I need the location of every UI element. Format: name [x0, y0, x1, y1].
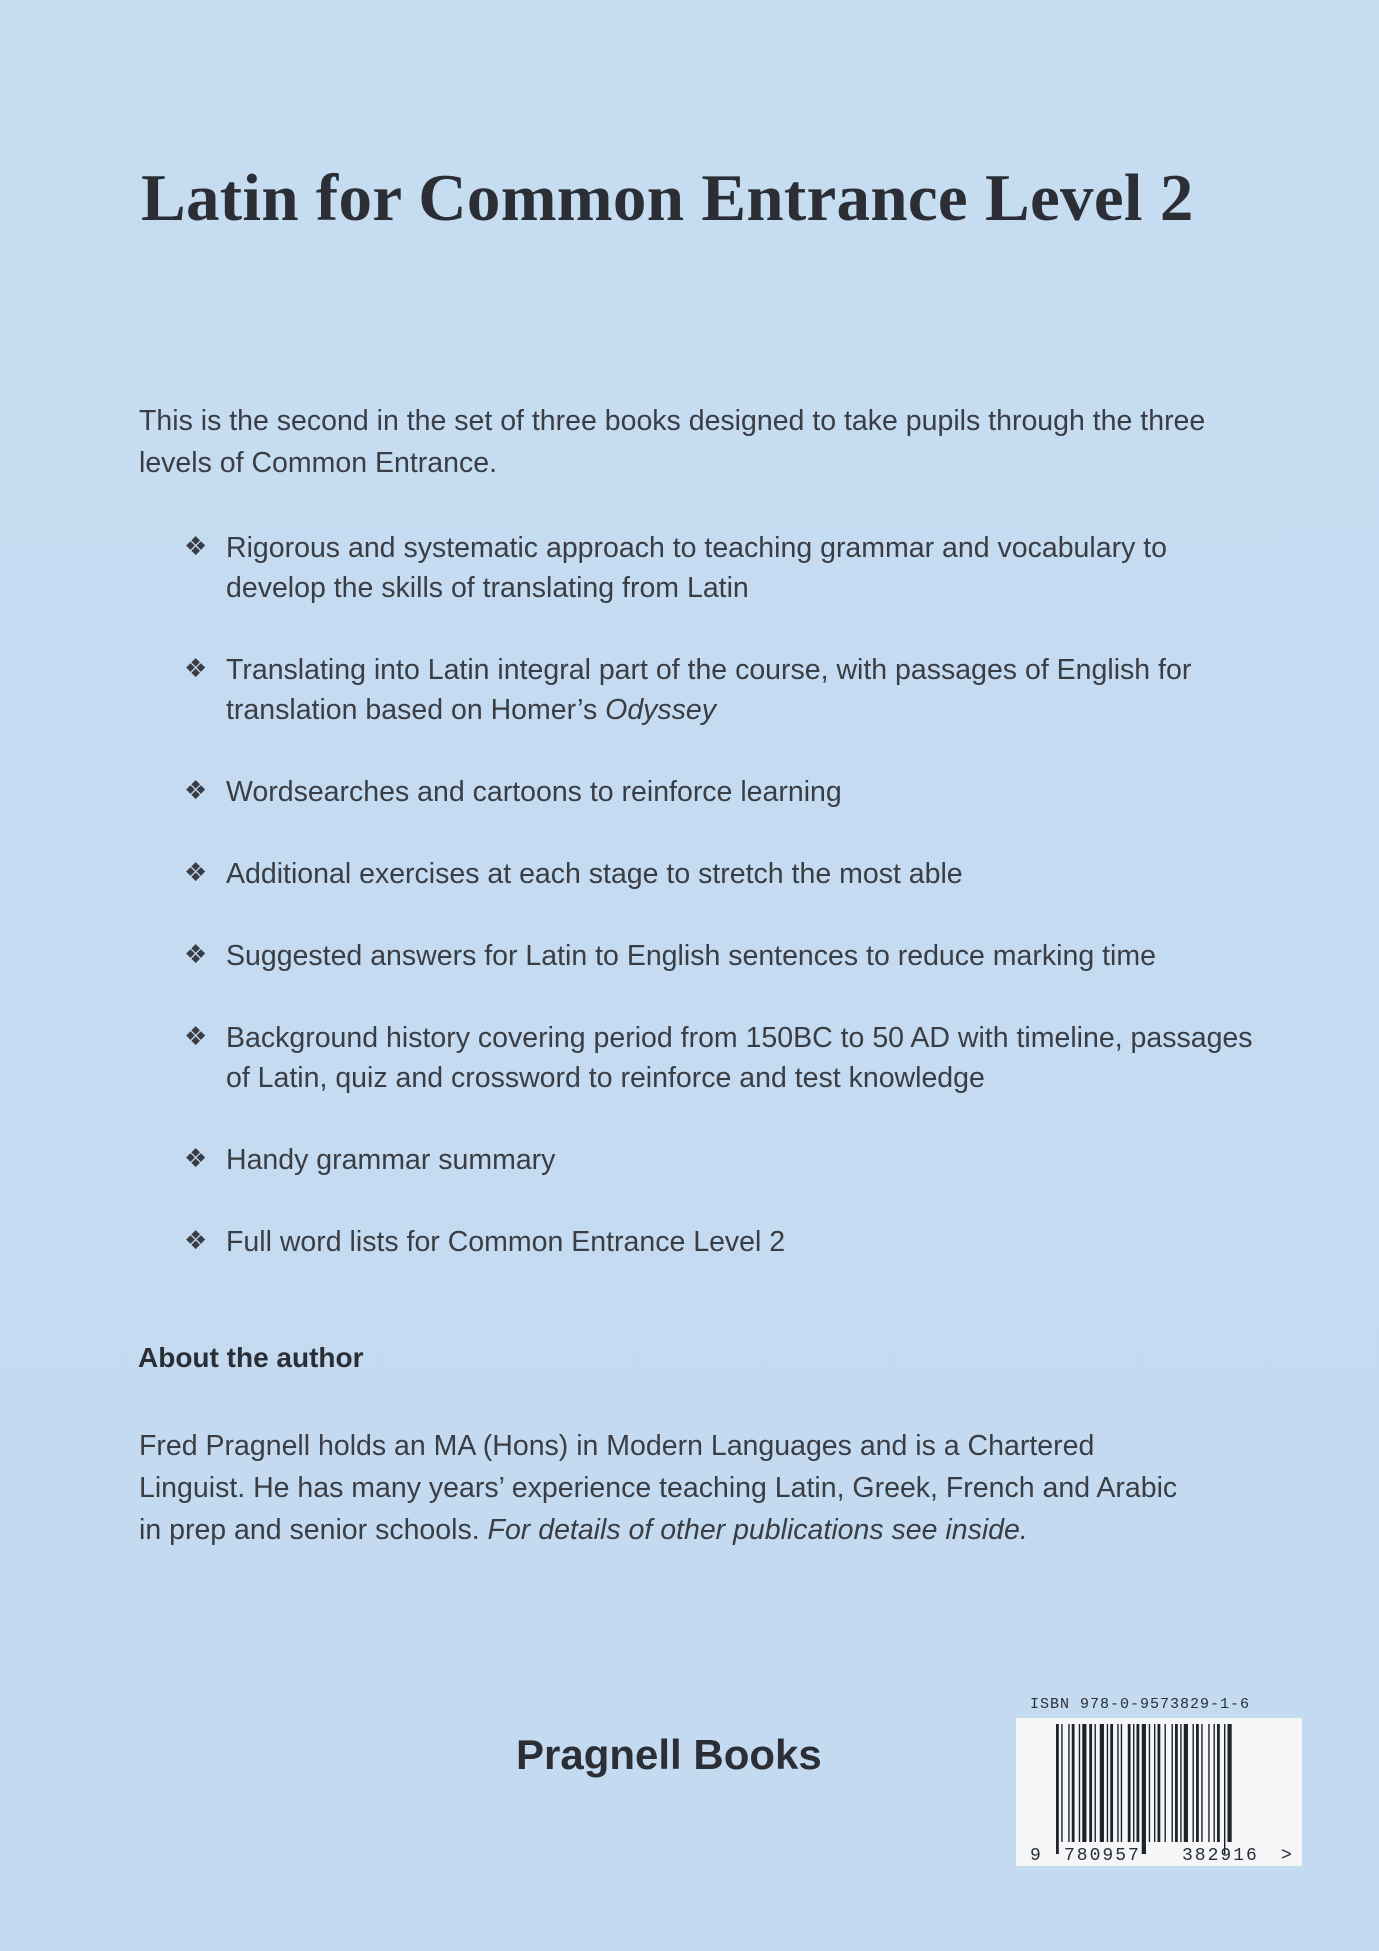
four-diamond-icon: ❖ [184, 1021, 208, 1051]
feature-list [184, 528, 1264, 1304]
barcode-bar [1224, 1724, 1225, 1854]
barcode-bar [1193, 1724, 1194, 1842]
feature-text: Wordsearches and cartoons to reinforce learning [226, 776, 842, 808]
list-item [184, 1018, 1264, 1098]
four-diamond-icon: ❖ [184, 939, 208, 969]
book-title: Latin for Common Entrance Level 2 [141, 161, 1194, 235]
barcode-bar [1184, 1724, 1188, 1842]
list-item [184, 854, 1264, 894]
four-diamond-icon: ❖ [184, 1143, 208, 1173]
barcode-bar [1214, 1724, 1215, 1842]
feature-text: Rigorous and systematic approach to teaching grammar and vocabulary to develop the skills of translating from Latin [226, 532, 1168, 604]
barcode-bar [1056, 1724, 1059, 1854]
odyssey-title: Odyssey [605, 694, 717, 726]
author-bio-text: Fred Pragnell holds an MA (Hons) in Modern Languages and is a Chartered Linguist. He has many years’ experience teaching Latin, Greek, French and Arabic in prep and senior schools. [139, 1430, 1178, 1546]
barcode-bar [1175, 1724, 1178, 1842]
author-bio-note: For details of other publications see inside. [487, 1514, 1028, 1546]
publisher-name: Pragnell Books [516, 1731, 822, 1778]
barcode-bar [1208, 1724, 1209, 1842]
four-diamond-icon: ❖ [184, 653, 208, 683]
feature-text: Handy grammar summary [226, 1144, 556, 1176]
barcode-bar [1180, 1724, 1181, 1842]
barcode-bar [1165, 1724, 1166, 1842]
barcode-bar [1172, 1724, 1173, 1842]
barcode-bar [1196, 1724, 1199, 1842]
barcode-lead-digit: 9 [1030, 1846, 1041, 1866]
barcode-bar [1079, 1724, 1080, 1842]
list-item [184, 650, 1264, 730]
barcode-bar [1121, 1724, 1122, 1842]
barcode-right-digits: 382916 [1182, 1846, 1259, 1866]
barcode-bar [1149, 1724, 1150, 1842]
barcode-bar [1158, 1724, 1161, 1842]
barcode-bar [1072, 1724, 1075, 1842]
list-item [184, 936, 1264, 976]
list-item [184, 772, 1264, 812]
barcode-bar [1137, 1724, 1140, 1842]
feature-text: Background history covering period from 150BC to 50 AD with timeline, passages of Latin, quiz and crossword to reinforce and test knowledge [226, 1022, 1253, 1094]
barcode-bar [1154, 1724, 1155, 1842]
isbn-number: ISBN 978-0-9573829-1-6 [1030, 1696, 1251, 1713]
feature-text: Full word lists for Common Entrance Level 2 [226, 1226, 786, 1258]
barcode-bar [1082, 1724, 1086, 1842]
barcode-bar [1107, 1724, 1108, 1842]
barcode-arrow: > [1281, 1846, 1292, 1866]
barcode-bar [1142, 1724, 1146, 1854]
barcode-bar [1128, 1724, 1131, 1842]
barcode-bar [1068, 1724, 1069, 1842]
barcode [1016, 1696, 1316, 1866]
barcode-bar [1228, 1724, 1232, 1842]
barcode-bar [1110, 1724, 1113, 1842]
feature-text: Translating into Latin integral part of the course, with passages of English for translation based on Homer’s [226, 654, 1192, 726]
feature-text: Suggested answers for Latin to English sentences to reduce marking time [226, 940, 1156, 972]
four-diamond-icon: ❖ [184, 775, 208, 805]
list-item [184, 528, 1264, 608]
four-diamond-icon: ❖ [184, 1225, 208, 1255]
barcode-bar [1100, 1724, 1104, 1842]
barcode-left-digits: 780957 [1064, 1846, 1141, 1866]
barcode-bars [1056, 1724, 1284, 1854]
barcode-bar [1089, 1724, 1092, 1842]
barcode-bar [1201, 1724, 1202, 1842]
list-item [184, 1222, 1264, 1262]
about-author-heading: About the author [138, 1342, 364, 1373]
intro-paragraph: This is the second in the set of three books designed to take pupils through the three levels of Common Entrance. [139, 405, 1206, 479]
feature-text: Additional exercises at each stage to stretch the most able [226, 858, 963, 890]
barcode-bar [1095, 1724, 1096, 1842]
author-bio [139, 1425, 1199, 1551]
four-diamond-icon: ❖ [184, 531, 208, 561]
list-item [184, 1140, 1264, 1180]
barcode-bar [1217, 1724, 1220, 1842]
barcode-bar [1117, 1724, 1118, 1842]
barcode-bar [1061, 1724, 1062, 1842]
barcode-bar [1133, 1724, 1134, 1842]
four-diamond-icon: ❖ [184, 857, 208, 887]
